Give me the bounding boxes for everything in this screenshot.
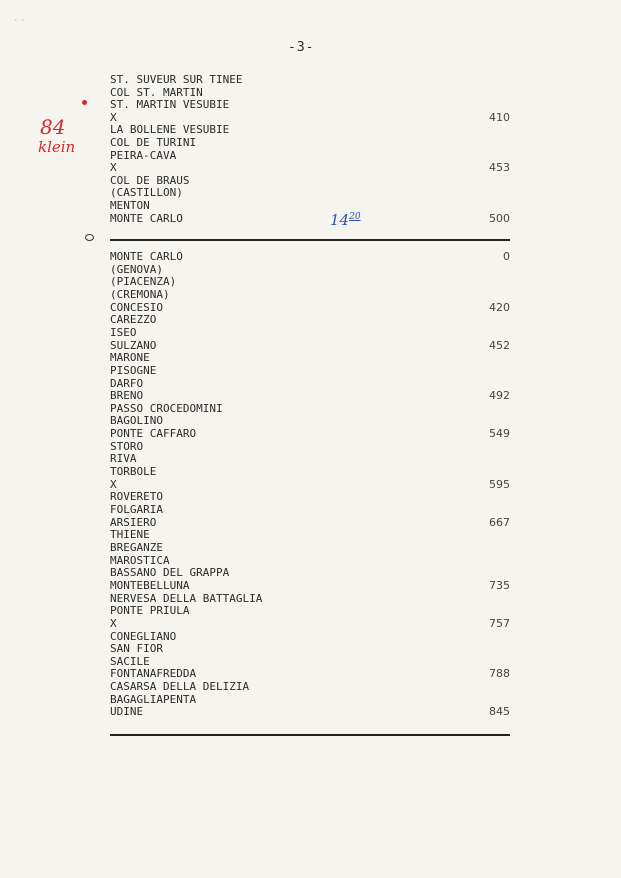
route-row: [110, 162, 510, 175]
route-row: [110, 137, 510, 150]
place-name: COL DE BRAUS: [110, 173, 190, 187]
bottom-divider: [110, 734, 510, 736]
place-name: (GENOVA): [110, 262, 163, 276]
place-name: LA BOLLENE VESUBIE: [110, 123, 230, 137]
place-name: (CASTILLON): [110, 186, 183, 200]
place-name: ST. SUVEUR SUR TINEE: [110, 73, 243, 86]
place-name: ROVERETO: [110, 490, 163, 504]
route-row: [110, 453, 510, 466]
route-row: [110, 378, 510, 391]
place-name: (PIACENZA): [110, 275, 177, 289]
place-name: BREGANZE: [110, 540, 163, 554]
route-row: [110, 99, 510, 112]
place-name: MONTEBELLUNA: [110, 578, 190, 592]
place-name: BRENO: [110, 389, 144, 403]
route-row: [110, 213, 510, 226]
route-row: [110, 529, 510, 542]
place-name: PONTE CAFFARO: [110, 427, 197, 441]
place-name: DARFO: [110, 376, 144, 390]
route-row: [110, 580, 510, 593]
route-row: [110, 504, 510, 517]
kilometer-value: 420: [489, 300, 510, 314]
section-divider: [110, 239, 510, 241]
kilometer-value: 845: [489, 705, 510, 719]
place-name: CONEGLIANO: [110, 629, 177, 643]
route-row: [110, 365, 510, 378]
page-number: -3-: [288, 40, 315, 55]
kilometer-value: 492: [489, 389, 510, 403]
handwritten-red-note: [38, 116, 98, 156]
route-row: [110, 517, 510, 530]
place-name: COL ST. MARTIN: [110, 85, 203, 99]
place-name: SAN FIOR: [110, 642, 163, 656]
place-name: MONTE CARLO: [110, 211, 183, 225]
route-row: [110, 289, 510, 302]
red-dot-mark: [82, 100, 87, 105]
route-row: [110, 251, 510, 264]
route-row: [110, 150, 510, 163]
place-name: BASSANO DEL GRAPPA: [110, 566, 230, 580]
route-row: [110, 567, 510, 580]
kilometer-value: 549: [489, 427, 510, 441]
place-name: CONCESIO: [110, 300, 163, 314]
blue-note-base: 14: [330, 211, 350, 229]
route-row: [110, 491, 510, 504]
place-name: SACILE: [110, 654, 150, 668]
kilometer-value: 735: [489, 578, 510, 592]
route-row: [110, 428, 510, 441]
place-name: TORBOLE: [110, 465, 157, 479]
place-name: PASSO CROCEDOMINI: [110, 401, 223, 415]
route-row: [110, 314, 510, 327]
place-name: MARONE: [110, 351, 150, 365]
route-row: [110, 631, 510, 644]
margin-circle-mark: [85, 234, 94, 241]
route-row: [110, 403, 510, 416]
place-name: RIVA: [110, 452, 137, 466]
place-name: MONTE CARLO: [110, 250, 183, 263]
route-row: [110, 694, 510, 707]
route-row: [110, 466, 510, 479]
place-name: FONTANAFREDDA: [110, 667, 197, 681]
route-row: [110, 74, 510, 87]
route-row: [110, 618, 510, 631]
place-name: BAGOLINO: [110, 414, 163, 428]
route-row: [110, 302, 510, 315]
route-row: [110, 542, 510, 555]
route-row: [110, 200, 510, 213]
place-name: MENTON: [110, 199, 150, 212]
route-row: [110, 340, 510, 353]
route-row: [110, 479, 510, 492]
place-name: PEIRA-CAVA: [110, 148, 177, 162]
place-name: CASARSA DELLA DELIZIA: [110, 680, 250, 694]
red-note-number: 84: [40, 115, 66, 139]
place-name: NERVESA DELLA BATTAGLIA: [110, 591, 263, 605]
place-name: X: [110, 477, 117, 491]
place-name: BAGAGLIAPENTA: [110, 692, 197, 706]
route-row: [110, 327, 510, 340]
route-row: [110, 605, 510, 618]
place-name: COL DE TURINI: [110, 136, 197, 149]
place-name: X: [110, 161, 117, 175]
place-name: STORO: [110, 439, 144, 453]
route-row: [110, 441, 510, 454]
place-name: SULZANO: [110, 338, 157, 352]
route-row: [110, 681, 510, 694]
route-row: [110, 276, 510, 289]
kilometer-value: 0: [503, 250, 510, 263]
place-name: PISOGNE: [110, 363, 157, 377]
kilometer-value: 453: [489, 161, 510, 175]
route-row: [110, 706, 510, 719]
kilometer-value: 410: [489, 110, 510, 124]
route-row: [110, 390, 510, 403]
place-name: UDINE: [110, 705, 144, 719]
place-name: FOLGARIA: [110, 503, 163, 516]
route-row: [110, 643, 510, 656]
place-name: ARSIERO: [110, 515, 157, 529]
kilometer-value: 595: [489, 477, 510, 491]
kilometer-value: 452: [489, 338, 510, 352]
kilometer-value: 788: [489, 667, 510, 681]
place-name: ST. MARTIN VESUBIE: [110, 98, 230, 112]
red-note-word: klein: [38, 138, 76, 156]
place-name: (CREMONA): [110, 287, 170, 301]
place-name: THIENE: [110, 528, 150, 542]
place-name: MAROSTICA: [110, 553, 170, 567]
place-name: ISEO: [110, 325, 137, 339]
paper-speck: · ·: [14, 17, 25, 24]
place-name: PONTE PRIULA: [110, 604, 190, 618]
place-name: X: [110, 616, 117, 630]
place-name: CAREZZO: [110, 313, 157, 327]
route-row: [110, 352, 510, 365]
kilometer-value: 500: [489, 211, 510, 225]
kilometer-value: 667: [489, 515, 510, 529]
blue-note-sup: 20: [349, 212, 361, 222]
place-name: X: [110, 110, 117, 124]
kilometer-value: 757: [489, 616, 510, 630]
route-row: [110, 187, 510, 200]
